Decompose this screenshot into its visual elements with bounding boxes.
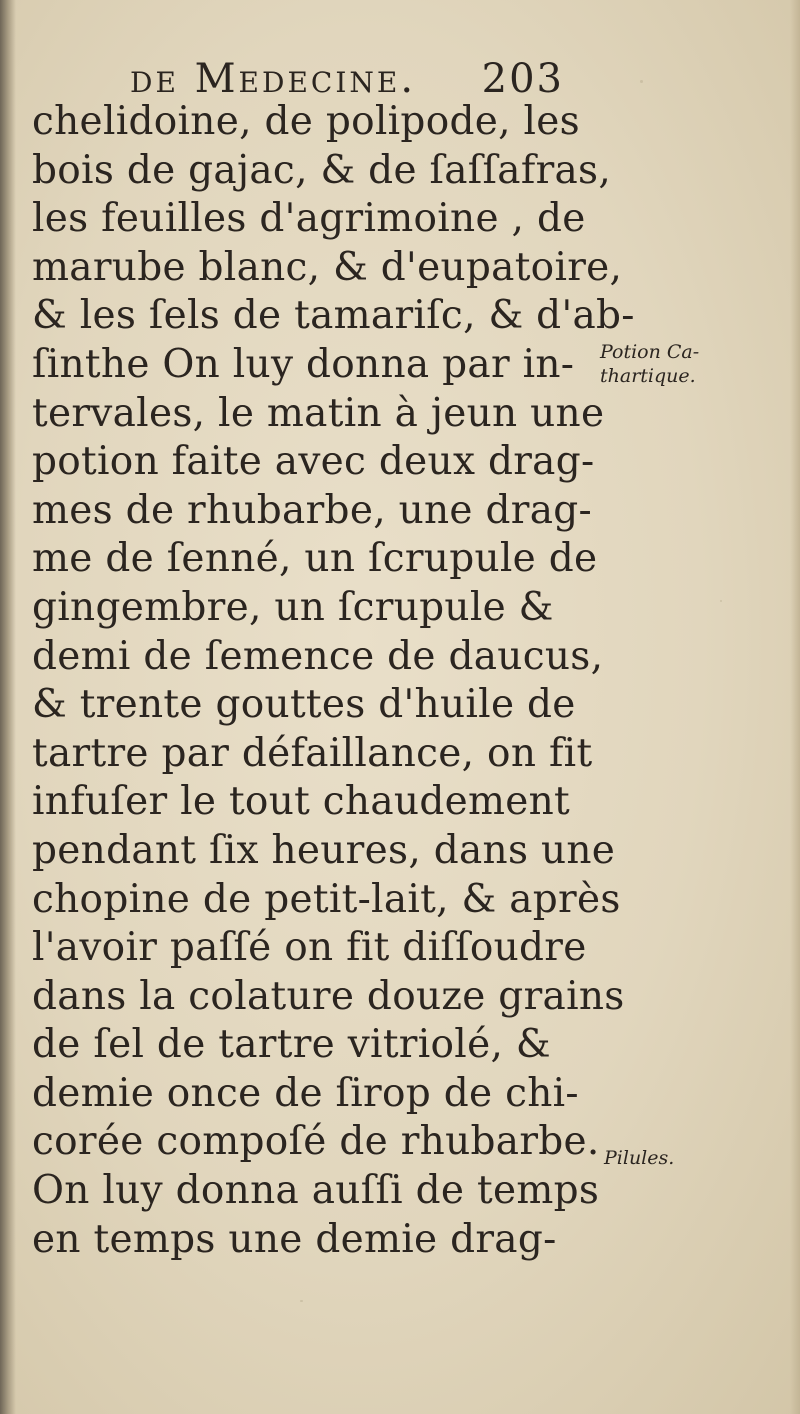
text-line: infuſer le tout chaudement (32, 779, 571, 825)
text-line: corée compoſé de rhubarbe. (32, 1119, 600, 1165)
text-line: en temps une demie drag- (32, 1216, 557, 1262)
running-title: de Medecine. (130, 56, 417, 102)
text-line: l'avoir paſſé on fit diſſoudre (32, 925, 587, 971)
text-line: demie once de ſirop de chi- (32, 1070, 579, 1116)
text-line: pendant ſix heures, dans une (32, 827, 616, 873)
text-line: les feuilles d'agrimoine , de (32, 196, 586, 242)
text-line: tervales, le matin à jeun une (32, 390, 605, 436)
paper-speck (640, 80, 643, 83)
text-line: mes de rhubarbe, une drag- (32, 487, 593, 533)
text-line: & trente gouttes d'huile de (32, 682, 576, 728)
text-line: & les ſels de tamariſc, & d'ab- (32, 293, 635, 339)
page-edge (790, 0, 800, 1414)
paper-speck (300, 1300, 303, 1302)
text-line: demi de ſemence de daucus, (32, 633, 604, 679)
text-line: bois de gajac, & de ſaſſafras, (32, 147, 612, 193)
text-line: gingembre, un ſcrupule & (32, 584, 554, 630)
margin-note-pilules: Pilules. (604, 1147, 675, 1169)
text-line: de ſel de tartre vitriolé, & (32, 1022, 551, 1068)
margin-note-line: Potion Ca- (600, 341, 700, 363)
text-line: chopine de petit-lait, & après (32, 876, 621, 922)
text-line: tartre par défaillance, on fit (32, 730, 593, 776)
page-number: 203 (481, 56, 564, 102)
text-line: ſinthe On luy donna par in- (32, 341, 575, 387)
text-line: me de ſenné, un ſcrupule de (32, 536, 598, 582)
body-text (32, 98, 635, 1264)
text-line: marube blanc, & d'eupatoire, (32, 244, 623, 290)
margin-note-line: thartique. (600, 365, 696, 387)
page-binding-shadow (0, 0, 16, 1414)
text-line: chelidoine, de polipode, les (32, 99, 580, 144)
margin-note-potion (600, 340, 699, 388)
text-line: potion faite avec deux drag- (32, 439, 595, 485)
text-line: On luy donna auſſi de temps (32, 1168, 600, 1214)
paper-speck (720, 600, 722, 602)
text-line: dans la colature douze grains (32, 973, 625, 1019)
